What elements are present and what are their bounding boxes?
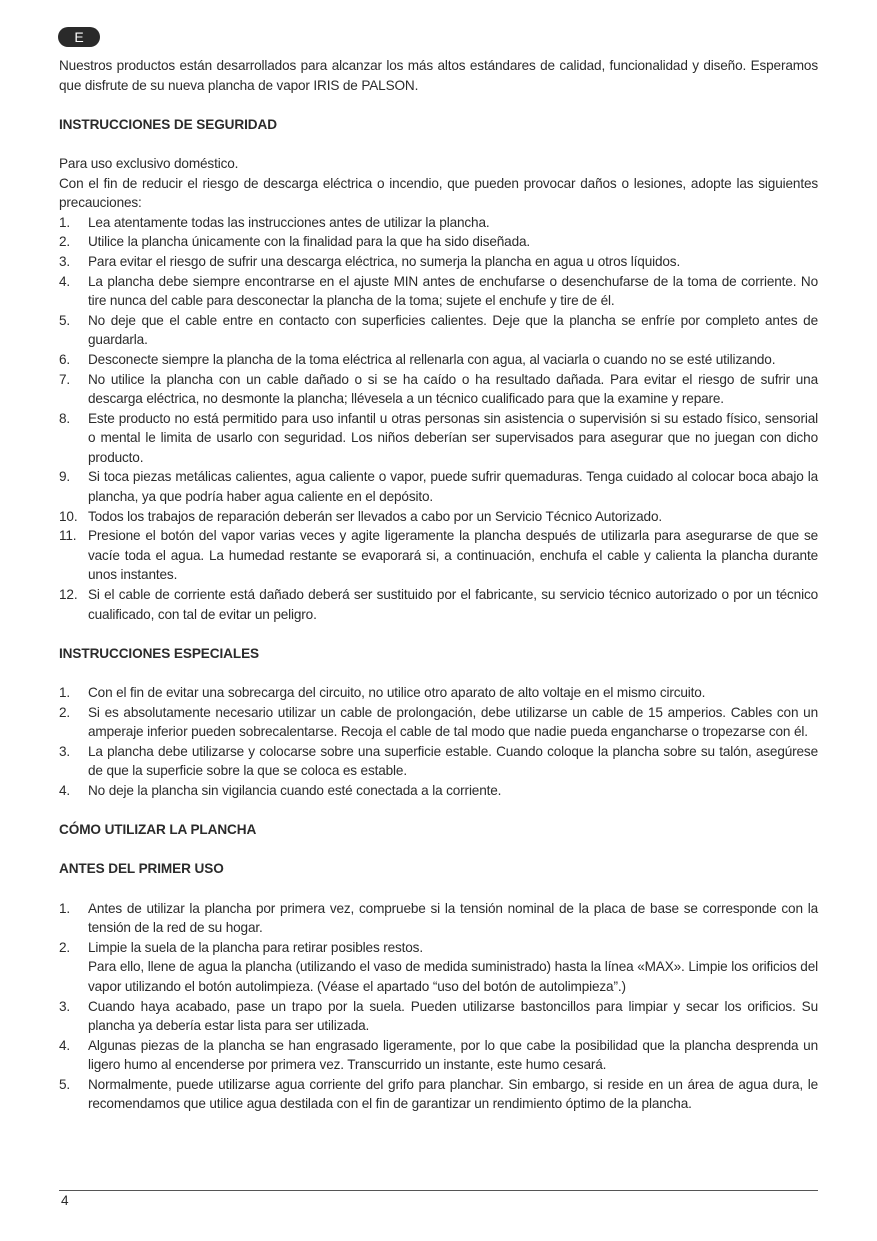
special-heading: INSTRUCCIONES ESPECIALES: [59, 645, 260, 661]
safety-domestic-note: Para uso exclusivo doméstico.: [59, 155, 239, 171]
safety-item: 9. Si toca piezas metálicas calientes, agua caliente o vapor, puede sufrir quemaduras. Tenga cuidado al colocar boca abajo la plancha, ya que podría haber agua caliente en el depósito.: [59, 469, 818, 505]
safety-item: 5. No deje que el cable entre en contacto con superficies calientes. Deje que la plancha se enfríe por completo antes de guardarla.: [59, 312, 818, 348]
safety-item: 7. No utilice la plancha con un cable dañado o si se ha caído o ha resultado dañada. Para evitar el riesgo de sufrir una descarga eléctrica, no desmonte la plancha; llévesela a un técnico cualificado para que la examine y repare.: [59, 371, 818, 407]
safety-item: 2. Utilice la plancha únicamente con la finalidad para la que ha sido diseñada.: [59, 234, 531, 250]
safety-item: 11. Presione el botón del vapor varias veces y agite ligeramente la plancha después de utilizarla para asegurarse de que se vacíe toda el agua. La humedad restante se evaporará si, a continuación, enchufa el cable y calienta la plancha durante unos instantes.: [59, 528, 818, 583]
safety-item: 12. Si el cable de corriente está dañado deberá ser sustituido por el fabricante, su servicio técnico autorizado o por un técnico cualificado, con tal de evitar un peligro.: [59, 587, 818, 622]
safety-item: 4. La plancha debe siempre encontrarse en el ajuste MIN antes de enchufarse o desenchufarse de la toma de corriente. No tire nunca del cable para desconectar la plancha de la toma; sujete el enchufe y tire de él.: [59, 273, 818, 309]
intro-paragraph: Nuestros productos están desarrollados para alcanzar los más altos estándares de calidad, funcionalidad y diseño. Esperamos que disfrute de su nueva plancha de vapor IRIS de PALSON.: [59, 58, 818, 93]
special-item: 2. Si es absolutamente necesario utilizar un cable de prolongación, debe utilizarse un cable de 15 amperios. Cables con un amperaje inferior pueden sobrecalentarse. Recoja el cable de tal modo que nadie pueda engancharse o tropezarse con él.: [59, 704, 818, 740]
first-use-item: 3. Cuando haya acabado, pase un trapo por la suela. Pueden utilizarse bastoncillos para limpiar y secar los orificios. Su plancha ya debería estar lista para ser utilizada.: [59, 998, 818, 1034]
safety-list: [59, 213, 818, 624]
special-item: 1. Con el fin de evitar una sobrecarga del circuito, no utilice otro aparato de alto voltaje en el mismo circuito.: [59, 685, 706, 700]
page-content: [59, 56, 818, 1114]
first-use-item: 4. Algunas piezas de la plancha se han engrasado ligeramente, por lo que cabe la posibilidad que la plancha desprenda un ligero humo al encenderse por primera vez. Transcurrido un instante, este humo cesará.: [59, 1037, 818, 1073]
first-use-item: 5. Normalmente, puede utilizarse agua corriente del grifo para planchar. Sin embargo, si reside en un área de agua dura, le recomendamos que utilice agua destilada con el fin de garantizar un rendimiento óptimo de la plancha.: [59, 1076, 818, 1112]
first-use-heading: ANTES DEL PRIMER USO: [59, 861, 224, 877]
safety-lead: Con el fin de reducir el riesgo de descarga eléctrica o incendio, que pueden provocar daños o lesiones, adopte las siguientes precauciones:: [59, 175, 818, 211]
first-use-item: 1. Antes de utilizar la plancha por primera vez, compruebe si la tensión nominal de la placa de base se corresponde con la tensión de la red de su hogar.: [59, 900, 818, 936]
footer-divider: [59, 1190, 818, 1191]
language-badge: E: [58, 27, 100, 47]
safety-item: 3. Para evitar el riesgo de sufrir una descarga eléctrica, no sumerja la plancha en agua u otros líquidos.: [59, 253, 681, 269]
first-use-item: 2. Limpie la suela de la plancha para retirar posibles restos. Para ello, llene de agua la plancha (utilizando el vaso de medida suministrado) hasta la línea «MAX». Limpie los orificios del vapor utilizando el botón autolimpieza. (Véase el apartado “uso del botón de autolimpieza”.): [59, 939, 818, 994]
safety-item: 6. Desconecte siempre la plancha de la toma eléctrica al rellenarla con agua, al vaciarla o cuando no se esté utilizando.: [59, 351, 776, 367]
safety-item: 8. Este producto no está permitido para uso infantil u otras personas sin asistencia o supervisión si su estado físico, sensorial o mental le limita de usarlo con seguridad. Los niños deberían ser supervisados para asegurar que no juegan con dicho producto.: [59, 410, 818, 465]
special-item: 3. La plancha debe utilizarse y colocarse sobre una superficie estable. Cuando coloque la plancha sobre su talón, asegúrese de que la superficie sobre la que se coloca es estable.: [59, 743, 818, 779]
special-list: [59, 683, 818, 801]
safety-heading: INSTRUCCIONES DE SEGURIDAD: [59, 116, 277, 132]
safety-item: 1. Lea atentamente todas las instrucciones antes de utilizar la plancha.: [59, 214, 490, 230]
first-use-list: [59, 899, 818, 1115]
safety-item: 10. Todos los trabajos de reparación deberán ser llevados a cabo por un Servicio Técnico Autorizado.: [59, 508, 663, 524]
howto-heading: CÓMO UTILIZAR LA PLANCHA: [59, 822, 257, 838]
page-number: 4: [61, 1193, 69, 1208]
special-item: 4. No deje la plancha sin vigilancia cuando esté conectada a la corriente.: [59, 782, 502, 798]
